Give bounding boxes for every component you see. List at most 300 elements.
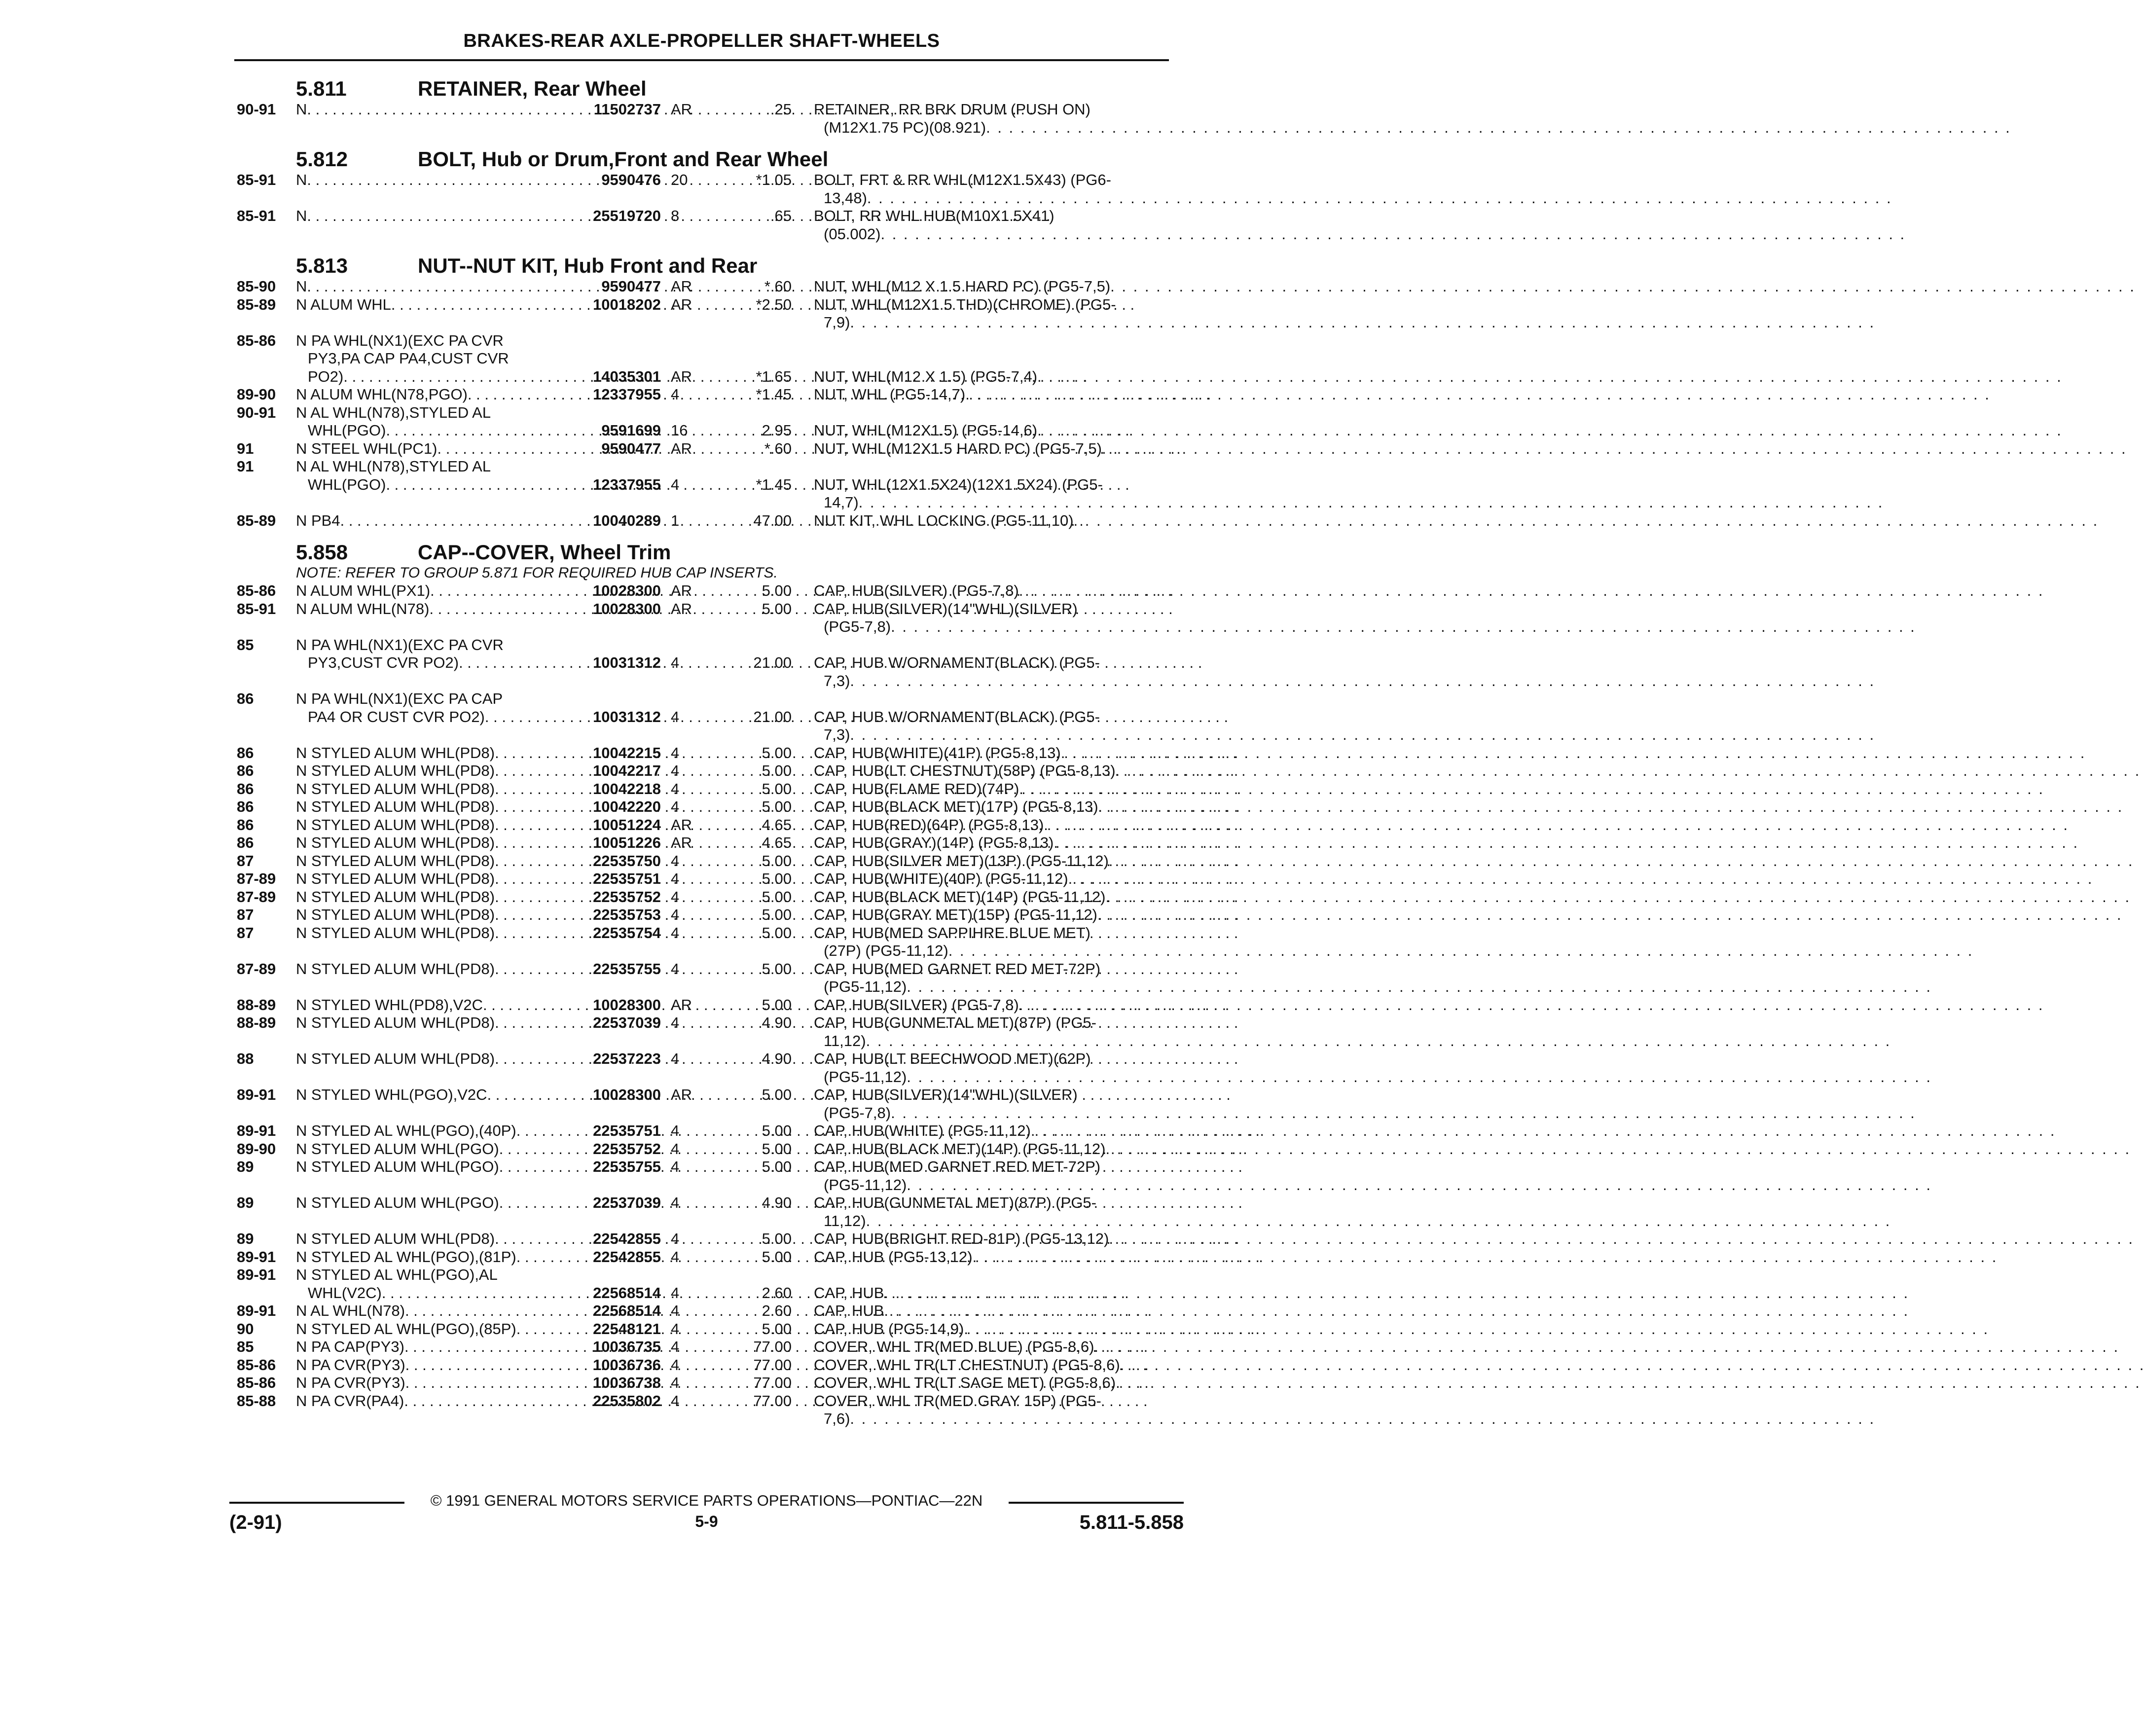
part-description-line: 11,12): [824, 1032, 866, 1049]
part-row: [237, 870, 2094, 888]
leader-dots: . . . . . . . . . . . . . . . . . . . . . . . . . . . . . . . . . . . . . . . . . . . . . . . . . . . . . . . . . . . . . . . . . . . . . . . . . . . . . . . . . . . . . . . . . .: [850, 726, 1876, 743]
usage-line: N PA CAP(PY3): [296, 1338, 404, 1355]
part-number: 22535752: [593, 1140, 661, 1157]
part-description-line: CAP, HUB(BLACK MET)(14P) (PG5-11,12): [814, 1140, 1106, 1157]
part-row: [237, 1050, 1932, 1086]
part-number: 9590477: [601, 439, 661, 457]
part-description-line: (PG5-11,12): [824, 978, 907, 995]
part-row: [237, 511, 2099, 530]
part-description: [814, 295, 1876, 332]
usage-line: N STYLED ALUM WHL(PD8): [296, 1014, 495, 1031]
part-description: [814, 171, 1892, 207]
part-number: 10042215: [593, 744, 661, 761]
quantity: 1: [671, 511, 680, 529]
part-description: [814, 1122, 2056, 1140]
part-description: [814, 1374, 2141, 1392]
quantity: 4: [671, 1392, 680, 1410]
quantity: 4: [671, 888, 680, 905]
price: *1.05: [756, 171, 792, 188]
leader-dots: . . . . . . . . . . . . . . . . . . . . . . . . . . . . . . . . . . . . . . . . . . . . . . . . . . . . . . . . . . . . . . . . . . . . . . . . . . . . . . . . . . . . . . . . . .: [1018, 996, 2044, 1013]
part-row: [237, 386, 1991, 404]
part-row: [237, 816, 2069, 834]
quantity: 4: [671, 1014, 680, 1031]
leader-dots: . . . . . . . . . . . . . . . . . . . . . . . . . . . . . . . . . . . . . . . . . . . . . . . . . . . . . . . . . . . . . . . . . . . . . . . . . . . . . . . . . . . . . . . . . .: [1037, 367, 2063, 385]
leader-dots: . . . . . . . . . . . . . . . . . . . . . . . . . . . . . . . . . . . . . . . . . . . . . . . . . . . . . . . . . . . . . . . . . . . . . . . . . . . . . . . . . . . . . . . . . .: [907, 1068, 1932, 1085]
model-years: 91: [237, 458, 254, 475]
usage-line: N PA CVR(PY3): [296, 1374, 405, 1391]
part-description: [814, 798, 2124, 816]
part-description: [814, 278, 2136, 296]
part-row: [237, 1248, 1998, 1266]
price: 77.00: [753, 1392, 792, 1410]
leader-dots: . . . . . . . . . . . . . . . . . . . . . . . . . . . . . . . . . . . . . . . . . . . . . . . . . . . . . . . . . . . . . . . . . . . . . . . . . . . . . . . . . . . . . . . . . .: [1097, 906, 2123, 923]
model-years: 89-91: [237, 1302, 276, 1319]
usage-line: N: [296, 278, 307, 295]
part-description-line: CAP, HUB(MED GARNET RED MET-72P): [814, 1158, 1101, 1175]
section-number: 5.811: [296, 77, 347, 100]
quantity: 4: [671, 1194, 680, 1211]
part-description-line: NUT, WHL(M12X1.5) (PG5-14,6): [814, 422, 1038, 439]
leader-dots: . . . . . . . . . . . . . . . . . . . . . . . . . . . . . . . . . . . . . . . . . . . . . . . . . . . . . . . . . . . . . . . . . . . . . . . . . . . . . . . . . . . . . . . . . .: [1108, 852, 2134, 869]
model-years: 91: [237, 439, 254, 457]
quantity: 8: [671, 207, 680, 224]
model-years: 89: [237, 1158, 254, 1175]
usage-line: N STYLED ALUM WHL(PD8): [296, 852, 495, 869]
part-description-line: CAP, HUB(MED SAPPIHRE BLUE MET): [814, 924, 1091, 941]
leader-dots: . . . . . . . . . . . . . . . . . . . . . . . . . . . . . . . . . . . . . . . . . . . . . . . . . . . . . . . . . . . . . . . . . . . . . . . . . . . . . . . . . . . . . . . . . .: [1120, 1356, 2145, 1374]
part-number: 22537039: [593, 1194, 661, 1211]
part-description: [814, 960, 1932, 996]
part-row: [237, 101, 2011, 137]
part-row: [237, 331, 2063, 386]
usage-line: N STYLED WHL(PD8),V2C: [296, 996, 483, 1013]
part-description-line: COVER, WHL TR(MED GRAY 15P) (PG5-: [814, 1392, 1101, 1410]
part-description-line: CAP, HUB: [814, 1302, 884, 1319]
section-note: NOTE: REFER TO GROUP 5.871 FOR REQUIRED HUB CAP INSERTS.: [296, 565, 778, 581]
part-number: 22542855: [593, 1248, 661, 1266]
catalog-section: [237, 533, 2145, 1428]
quantity: AR: [671, 101, 692, 118]
usage-line: N STYLED ALUM WHL(PD8): [296, 906, 495, 923]
part-number: 10042218: [593, 780, 661, 797]
leader-dots: . . . . . . . . . . . . . . . . . . . . . . . . . . . . . . . . . . . . . . . . . . . . . . . . . . . . . . . . . . . . . . . . . . . . . . . . . . . . . . . . . . . . . . . . . .: [972, 1248, 1998, 1266]
part-row: [237, 1014, 1891, 1050]
part-row: [237, 1266, 1910, 1302]
part-description-line: CAP, HUB(WHITE)(41P) (PG5-8,13): [814, 744, 1061, 761]
price: 5.00: [762, 798, 792, 815]
usage-line: WHL(PGO): [308, 422, 386, 439]
quantity: 4: [671, 762, 680, 779]
quantity: AR: [671, 295, 692, 313]
quantity: 4: [671, 1284, 680, 1302]
part-row: [237, 780, 2044, 798]
price: 5.00: [762, 870, 792, 887]
part-row: [237, 1086, 1916, 1122]
part-description-line: COVER, WHL TR(LT CHESTNUT) (PG5-8,6): [814, 1356, 1120, 1374]
price: 21.00: [753, 654, 792, 671]
leader-dots: . . . . . . . . . . . . . . . . . . . . . . . . . . . . . . . . . . . . . . . . . . . . . . . . . . . . . . . . . . . . . . . . . . . . . . . . . . . . . . . . . . . . . . . . . .: [858, 494, 1884, 511]
model-years: 89: [237, 1194, 254, 1211]
usage-line: N PA WHL(NX1)(EXC PA CAP: [296, 690, 503, 707]
quantity: AR: [671, 834, 692, 851]
page-title: BRAKES-REAR AXLE-PROPELLER SHAFT-WHEELS: [463, 31, 940, 51]
section-heading: [237, 69, 1173, 101]
part-row: [237, 1194, 1891, 1230]
leader-dots: . . . . . . . . . . . . . . . . . . . . . . . . . . . . . . . . . . . . . . . . . . . . . . . . . . . . . . . . . . . . . . . . . . . . . . . . . . . . . . . . . . . . . . . . . .: [964, 1320, 1990, 1338]
model-years: 89: [237, 1230, 254, 1247]
usage-line: N STYLED ALUM WHL(PD8): [296, 924, 495, 941]
quantity: 4: [671, 960, 680, 977]
model-years: 85-91: [237, 171, 276, 188]
usage-line: N STYLED WHL(PGO),V2C: [296, 1086, 487, 1103]
part-row: [237, 207, 1906, 243]
usage-line: N STYLED ALUM WHL(PD8): [296, 888, 495, 905]
part-description-line: CAP, HUB(SILVER)(14"WHL)(SILVER): [814, 600, 1078, 617]
price: 5.00: [762, 1158, 792, 1175]
part-row: [237, 295, 1876, 332]
model-years: 86: [237, 690, 254, 707]
model-years: 89-91: [237, 1266, 276, 1283]
part-number: 22535750: [593, 852, 661, 869]
part-number: 10036735: [593, 1338, 661, 1355]
part-description: [814, 101, 2011, 137]
price: 5.00: [762, 1248, 792, 1266]
part-row: [237, 171, 1892, 207]
part-row: [237, 852, 2134, 870]
part-description-line: CAP, HUB(SILVER)(14"WHL)(SILVER): [814, 1086, 1078, 1103]
part-number: 22535751: [593, 870, 661, 887]
price: 4.90: [762, 1194, 792, 1211]
quantity: AR: [671, 439, 692, 457]
part-description-line: BOLT, FRT & RR WHL(M12X1.5X43) (PG6-: [814, 171, 1111, 188]
usage-line: N AL WHL(N78),STYLED AL: [296, 403, 491, 421]
part-row: [237, 996, 2044, 1014]
usage-line: N STEEL WHL(PC1): [296, 439, 437, 457]
section-number: 5.812: [296, 147, 348, 171]
price: 5.00: [762, 924, 792, 941]
part-description: [814, 1356, 2145, 1374]
quantity: 4: [671, 1248, 680, 1266]
usage-line: N PA CVR(PY3): [296, 1356, 405, 1374]
usage-line: N STYLED AL WHL(PGO),(40P): [296, 1122, 516, 1139]
part-description: [814, 1086, 1916, 1122]
leader-dots: . . . . . . . . . . . . . . . . . . . . . . . . . . . . . . . . . . . . . . . . . . . . . . . . . . . . . . . . . . . . . . . . . . . . . . . . . . . . . . . . . . . . . . . . . .: [1060, 744, 2086, 761]
usage-line: N: [296, 207, 307, 224]
leader-dots: . . . . . . . . . . . . . . . . . . . . . . . . . . . . . . . . . . . . . . . . . . . . . . . . . . . . . . . . . . . . . . . . . . . . . . . . . . . . . . . . . . . . . . . . . .: [1054, 834, 2079, 851]
part-row: [237, 582, 2044, 600]
part-description: [814, 422, 2063, 440]
usage-line: PO2): [308, 367, 344, 385]
usage-line: N STYLED ALUM WHL(PD8): [296, 816, 495, 833]
price: 5.00: [762, 996, 792, 1013]
part-description-line: NUT, WHL(M12 X 1.5) (PG5-7,4): [814, 367, 1038, 385]
part-number: 10042217: [593, 762, 661, 779]
usage-line: N AL WHL(N78),STYLED AL: [296, 458, 491, 475]
part-row: [237, 834, 2079, 852]
model-years: 86: [237, 834, 254, 851]
part-description: [814, 780, 2044, 798]
quantity: 4: [671, 386, 680, 403]
part-description-line: NUT, WHL(M12X1.5 THD)(CHROME) (PG5-: [814, 295, 1116, 313]
part-number: 10031312: [593, 708, 661, 725]
part-description-line: NUT, WHL(M12 X 1.5 HARD PC) (PG5-7,5): [814, 278, 1111, 295]
usage-line: PA4 OR CUST CVR PO2): [308, 708, 485, 725]
quantity: 4: [671, 1374, 680, 1391]
part-description-line: CAP, HUB(LT BEECHWOOD MET)(62P): [814, 1050, 1091, 1067]
part-description: [814, 1194, 1891, 1230]
quantity: AR: [671, 1086, 692, 1103]
part-description-line: CAP, HUB(SILVER) (PG5-7,8): [814, 996, 1019, 1013]
part-number: 10036736: [593, 1356, 661, 1374]
part-number: 11502737: [593, 101, 661, 118]
part-number: 22568514: [593, 1302, 661, 1319]
quantity: 4: [671, 924, 680, 941]
usage-line: N PB4: [296, 511, 340, 529]
price: 2.95: [762, 422, 792, 439]
price: 5.00: [762, 960, 792, 977]
price: *1.45: [756, 475, 792, 493]
model-years: 90: [237, 1320, 254, 1338]
part-row: [237, 744, 2086, 762]
part-row: [237, 600, 1916, 636]
usage-line: N STYLED ALUM WHL(PD8): [296, 1230, 495, 1247]
model-years: 85-86: [237, 331, 276, 349]
part-description: [814, 852, 2134, 870]
model-years: 85-91: [237, 600, 276, 617]
part-number: 22537223: [593, 1050, 661, 1067]
part-description-line: (PG5-11,12): [824, 1068, 907, 1085]
part-description-line: NUT, WHL(12X1.5X24)(12X1.5X24) (PG5-: [814, 475, 1103, 493]
part-description-line: BOLT, RR WHL HUB(M10X1.5X41): [814, 207, 1054, 224]
section-title: BOLT, Hub or Drum,Front and Rear Wheel: [418, 147, 829, 171]
model-years: 85-90: [237, 278, 276, 295]
part-description: [814, 870, 2094, 888]
part-number: 25519720: [593, 207, 661, 224]
leader-dots: . . . . . . . . . . . . . . . . . . . . . . . . . . . . . . . . . . . . . . . . . . . . . . . . . . . . . . . . . . . . . . . . . . . . . . . . . . . . . . . . . . . . . . . . . .: [1105, 888, 2131, 905]
part-description-line: 14,7): [824, 494, 859, 511]
part-description-line: (05.002): [824, 225, 881, 243]
part-number: 22535755: [593, 960, 661, 977]
part-description: [814, 1320, 1990, 1338]
part-description: [814, 744, 2086, 762]
usage-line: N STYLED ALUM WHL(PGO): [296, 1158, 499, 1175]
leader-dots: . . . . . . . . . . . . . . . . . . . . . . . . . . . . . . . . . . . . . . . . . . . . . . . . . . . . . . . . . . . . . . . . . . . . . . . . . . . . . . . . . . . . . . . . . .: [1109, 1230, 2135, 1247]
price: 5.00: [762, 582, 792, 599]
leader-dots: . . . . . . . . . . . . . . . . . . . . . . . . . . . . . . . . . . . . . . . . . . . . . . . . . . . . . . . . . . . . . . . . . . . . . . . . . . . . . . . . . . . . . . . . . .: [907, 978, 1932, 995]
section-heading: [237, 140, 1173, 171]
leader-dots: . . . . . . . . . . . . . . . . . . . . . . . . . . . . . . . . . . . . . . . . . . . . . . . . . . . . . . . . . . . . . . . . . . . . . . . . . . . . . . . . . . . . . . . . . .: [891, 1104, 1916, 1121]
quantity: AR: [671, 367, 692, 385]
usage-line: N: [296, 101, 307, 118]
leader-dots: . . . . . . . . . . . . . . . . . . . . . . . . . . . . . . . . . . . . . . . . . . . . . . . . . . . . . . . . . . . . . . . . . . . . . . . . . . . . . . . . . . . . . . . . . .: [1116, 1374, 2141, 1391]
header-rule: [234, 59, 1169, 61]
part-description-line: CAP, HUB(BLACK MET)(14P) (PG5-11,12): [814, 888, 1106, 905]
model-years: 89-91: [237, 1122, 276, 1139]
usage-line: N STYLED ALUM WHL(PD8): [296, 798, 495, 815]
part-description-line: CAP, HUB W/ORNAMENT(BLACK) (PG5-: [814, 708, 1100, 725]
part-description-line: CAP, HUB(GRAY MET)(15P) (PG5-11,12): [814, 906, 1097, 923]
part-description: [814, 1140, 2131, 1158]
quantity: 4: [671, 708, 680, 725]
leader-dots: . . . . . . . . . . . . . . . . . . . . . . . . . . . . . . . . . . . . . . . . . . . . . . . . . . . . . . . . . . . . . . . . . . . . . . . . . . . . . . . . . . . . . . . . . .: [986, 118, 2011, 136]
part-row: [237, 906, 2123, 924]
part-description: [814, 708, 1876, 744]
model-years: 90-91: [237, 403, 276, 421]
price: 5.00: [762, 1122, 792, 1139]
model-years: 89-91: [237, 1086, 276, 1103]
part-row: [237, 278, 2136, 296]
part-description-line: (M12X1.75 PC)(08.921): [824, 118, 986, 136]
leader-dots: . . . . . . . . . . . . . . . . . . . . . . . . . . . . . . . . . . . . . . . . . . . . . . . . . . . . . . . . . . . . . . . . . . . . . . . . . . . . . . . . . . . . . . . . . .: [866, 1032, 1891, 1049]
price: 77.00: [753, 1374, 792, 1391]
part-description: [814, 1338, 2120, 1356]
part-description-line: CAP, HUB(LT CHESTNUT)(58P) (PG5-8,13): [814, 762, 1116, 779]
part-description-line: CAP, HUB(FLAME RED)(74P): [814, 780, 1019, 797]
usage-line: PY3,CUST CVR PO2): [308, 654, 459, 671]
price: 2.60: [762, 1284, 792, 1302]
model-years: 85: [237, 636, 254, 653]
quantity: 4: [671, 654, 680, 671]
model-years: 86: [237, 744, 254, 761]
model-years: 89-90: [237, 386, 276, 403]
part-description: [814, 386, 1991, 404]
leader-dots: . . . . . . . . . . . . . . . . . . . . . . . . . . . . . . . . . . . . . . . . . . . . . . . . . . . . . . . . . . . . . . . . . . . . . . . . . . . . . . . . . . . . . . . . . .: [965, 386, 1991, 403]
usage-line: WHL(PGO): [308, 475, 386, 493]
part-description: [814, 475, 1884, 512]
part-description: [814, 1014, 1891, 1050]
leader-dots: . . . . . . . . . . . . . . . . . . . . . . . . . . . . . . . . . . . . . . . . . . . . . . . . . . . . . . . . . . . . . . . . . . . . . . . . . . . . . . . . . . . . . . . . . .: [1044, 816, 2069, 833]
quantity: 4: [671, 780, 680, 797]
part-description-line: CAP, HUB W/ORNAMENT(BLACK) (PG5-: [814, 654, 1100, 671]
part-description: [814, 1050, 1932, 1086]
leader-dots: . . . . . . . . . . . . . . . . . . . . . . . . . . . . . . . . . . . . . . . . . . . . . . . . . . . . . . . . . . . . . . . . . . . . . . . . . . . . . . . . . . . . . . . . . .: [1098, 798, 2124, 815]
part-row: [237, 1302, 1910, 1320]
model-years: 85-91: [237, 207, 276, 224]
part-row: [237, 1320, 1990, 1338]
model-years: 86: [237, 762, 254, 779]
section-heading: [237, 246, 1173, 278]
price: 4.65: [762, 834, 792, 851]
part-number: 12337955: [593, 386, 661, 403]
model-years: 87-89: [237, 960, 276, 977]
part-number: 10040289: [593, 511, 661, 529]
leader-dots: . . . . . . . . . . . . . . . . . . . . . . . . . . . . . . . . . . . . . . . . . . . . . . . . . . . . . . . . . . . . . . . . . . . . . . . . . . . . . . . . . . . . . . . . . .: [1037, 422, 2063, 439]
model-years: 85-89: [237, 295, 276, 313]
part-description: [814, 888, 2131, 906]
quantity: 4: [671, 798, 680, 815]
usage-line: N ALUM WHL: [296, 295, 391, 313]
part-number: 22535751: [593, 1122, 661, 1139]
price: 5.00: [762, 1320, 792, 1338]
quantity: 4: [671, 1158, 680, 1175]
usage-line: N STYLED ALUM WHL(PD8): [296, 834, 495, 851]
usage-line: N STYLED AL WHL(PGO),(85P): [296, 1320, 516, 1338]
part-description-line: NUT, WHL (PG5-14,7): [814, 386, 966, 403]
part-number: 10028300: [593, 1086, 661, 1103]
usage-line: N: [296, 171, 307, 188]
part-description: [814, 511, 2099, 530]
usage-line: N STYLED ALUM WHL(PD8): [296, 762, 495, 779]
leader-dots: . . . . . . . . . . . . . . . . . . . . . . . . . . . . . . . . . . . . . . . . . . . . . . . . . . . . . . . . . . . . . . . . . . . . . . . . . . . . . . . . . . . . . . . . . .: [907, 1176, 1932, 1194]
model-years: 85-86: [237, 1356, 276, 1374]
part-description: [814, 1392, 1876, 1428]
part-description-line: NUT KIT, WHL LOCKING (PG5-11,10): [814, 511, 1074, 529]
part-number: 22535755: [593, 1158, 661, 1175]
model-years: 85-86: [237, 582, 276, 599]
model-years: 85-88: [237, 1392, 276, 1410]
usage-line: N ALUM WHL(N78): [296, 600, 430, 617]
part-description-line: 7,3): [824, 726, 850, 743]
part-description-line: CAP, HUB(GUNMETAL MET)(87P) (PG5-: [814, 1014, 1097, 1031]
part-description-line: CAP, HUB(MED GARNET RED MET-72P): [814, 960, 1101, 977]
usage-line: N ALUM WHL(PX1): [296, 582, 431, 599]
part-description: [814, 1248, 1998, 1266]
part-description-line: CAP, HUB(SILVER MET)(13P) (PG5-11,12): [814, 852, 1109, 869]
part-description-line: CAP, HUB(RED)(64P) (PG5-8,13): [814, 816, 1044, 833]
leader-dots: . . . . . . . . . . . . . . . . . . . . . . . . . . . . . . . . . . . . . . . . . . . . . . . . . . . . . . . . . . . . . . . . . . . . . . . . . . . . . . . . . . . . . . . . . .: [850, 672, 1876, 689]
price: 5.00: [762, 1086, 792, 1103]
part-description: [814, 1158, 1932, 1194]
leader-dots: . . . . . . . . . . . . . . . . . . . . . . . . . . . . . . . . . . . . . . . . . . . . . . . . . . . . . . . . . . . . . . . . . . . . . . . . . . . . . . . . . . . . . . . . . .: [1101, 439, 2127, 457]
model-years: 88-89: [237, 1014, 276, 1031]
quantity: AR: [671, 996, 692, 1013]
usage-line: WHL(V2C): [308, 1284, 382, 1302]
price: 2.60: [762, 1302, 792, 1319]
part-row: [237, 1122, 2056, 1140]
quantity: 4: [671, 1230, 680, 1247]
leader-dots: . . . . . . . . . . . . . . . . . . . . . . . . . . . . . . . . . . . . . . . . . . . . . . . . . . . . . . . . . . . . . . . . . . . . . . . . . . . . . . . . . . . . . . . . . .: [866, 1212, 1891, 1230]
price: 5.00: [762, 888, 792, 905]
part-description-line: 7,3): [824, 672, 850, 689]
part-description-line: CAP, HUB: [814, 1284, 884, 1302]
part-number: 10051224: [593, 816, 661, 833]
leader-dots: . . . . . . . . . . . . . . . . . . . . . . . . . . . . . . . . . . . . . . . . . . . . . . . . . . . . . . . . . . . . . . . . . . . . . . . . . . . . . . . . . . . . . . . . . .: [1018, 582, 2044, 599]
quantity: 4: [671, 1338, 680, 1355]
leader-dots: . . . . . . . . . . . . . . . . . . . . . . . . . . . . . . . . . . . . . . . . . . . . . . . . . . . . . . . . . . . . . . . . . . . . . . . . . . . . . . . . . . . . . . . . . .: [1068, 870, 2094, 887]
quantity: AR: [671, 600, 692, 617]
part-description: [814, 906, 2123, 924]
price: 77.00: [753, 1356, 792, 1374]
part-number: 12337955: [593, 475, 661, 493]
part-row: [237, 798, 2124, 816]
part-number: 22535754: [593, 924, 661, 941]
part-description-line: 13,48): [824, 189, 867, 207]
part-description-line: CAP, HUB(SILVER) (PG5-7,8): [814, 582, 1019, 599]
part-description: [814, 367, 2063, 386]
usage-line: N ALUM WHL(N78,PGO): [296, 386, 468, 403]
model-years: 85-86: [237, 1374, 276, 1391]
leader-dots: . . . . . . . . . . . . . . . . . . . . . . . . . . . . . . . . . . . . . . . . . . . . . . . . . . . . . . . . . . . . . . . . . . . . . . . . . . . . . . . . . . . . . . . . . .: [850, 314, 1876, 331]
part-row: [237, 762, 2141, 780]
part-number: 22537039: [593, 1014, 661, 1031]
leader-dots: . . . . . . . . . . . . . . . . . . . . . . . . . . . . . . . . . . . . . . . . . . . . . . . . . . . . . . . . . . . . . . . . . . . . . . . . . . . . . . . . . . . . . . . . . .: [1110, 278, 2136, 295]
model-years: 90-91: [237, 101, 276, 118]
price: 5.00: [762, 1140, 792, 1157]
usage-line: N PA CVR(PA4): [296, 1392, 404, 1410]
usage-line: N STYLED ALUM WHL(PD8): [296, 960, 495, 977]
leader-dots: . . . . . . . . . . . . . . . . . . . . . . . . . . . . . . . . . . . . . . . . . . . . . . . . . . . . . . . . . . . . . . . . . . . . . . . . . . . . . . . . . . . . . . . . . .: [880, 225, 1906, 243]
quantity: AR: [671, 278, 692, 295]
part-number: 22542855: [593, 1230, 661, 1247]
part-description: [814, 996, 2044, 1014]
part-description-line: COVER, WHL TR(MED BLUE) (PG5-8,6): [814, 1338, 1094, 1355]
section-title: RETAINER, Rear Wheel: [418, 77, 647, 100]
part-number: 10028300: [593, 600, 661, 617]
leader-dots: . . . . . . . . . . . . . . . . . . . . . . . . . . . . . . . . . . . . . . . . . . . . . . . . . . . . . . . . . . . . . . . . . . . . . . . . . . . . . . . . . . . . . . . . . .: [891, 618, 1916, 635]
footer-date: (2-91): [229, 1512, 282, 1533]
leader-dots: . . . . . . . . . . . . . . . . . . . . . . . . . . . . . . . . . . . . . . . . . . . . . . . . . . . . . . . . . . . . . . . . . . . . . . . . . . . . . . . . . . . . . . . . . .: [850, 1410, 1876, 1427]
quantity: AR: [671, 816, 692, 833]
